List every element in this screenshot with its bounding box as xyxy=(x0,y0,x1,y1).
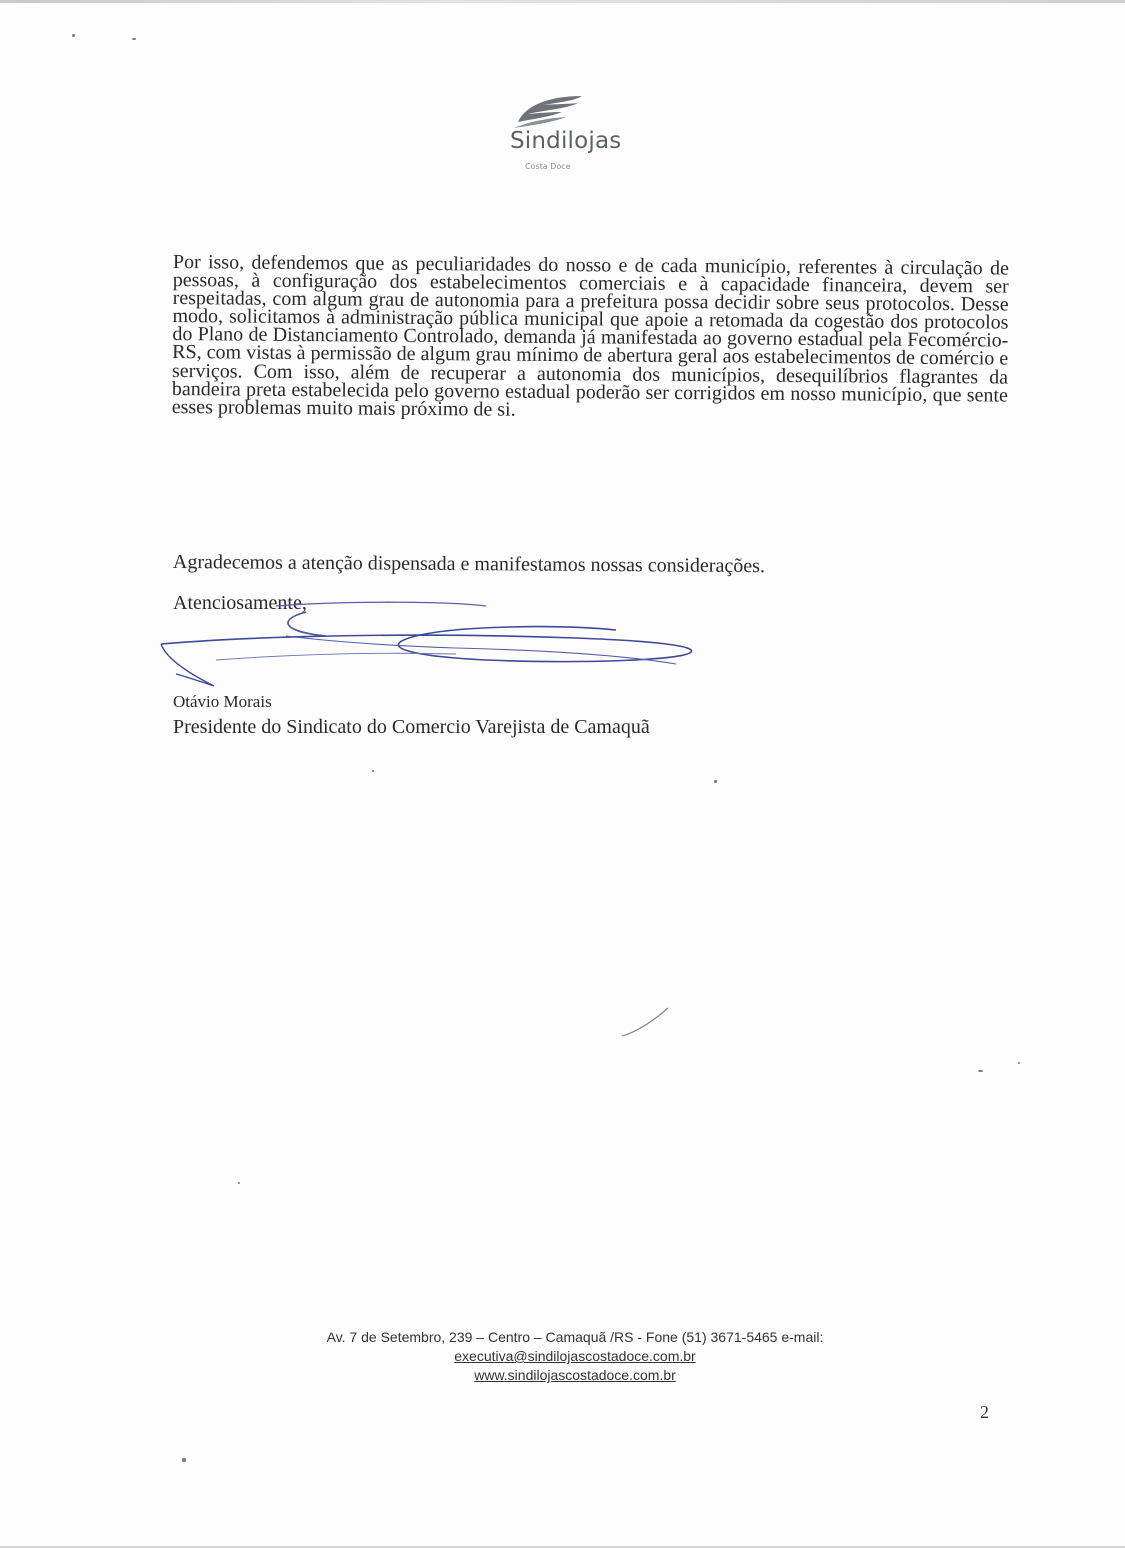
page-number: 2 xyxy=(980,1402,989,1422)
signer-name: Otávio Morais xyxy=(173,692,272,711)
scan-speck xyxy=(1018,1062,1020,1064)
scan-speck xyxy=(238,1182,240,1184)
scan-speck xyxy=(372,770,374,772)
scan-speck xyxy=(978,1070,983,1072)
logo-org-subtitle: Costa Doce xyxy=(525,162,571,171)
letter-body-paragraph: Por isso, defendemos que as peculiaridades do nosso e de cada município, referentes à circulação de pessoas, à configuração dos estabelecimentos comerciais e à capacidade financeira, devem ser respeitadas, com algum grau de autonomia para a prefeitura possa decidir sobre seus protocolos. Desse modo, solicitamos à administração pública municipal que apoie a retomada da cogestão dos protocolos do Plano de Distanciamento Controlado, demanda já manifestada ao governo estadual pela Fecomércio-RS, com vistas à permissão de algum grau mínimo de abertura geral aos estabelecimentos de comércio e serviços. Com isso, além de recuperar a autonomia dos municípios, desequilíbrios flagrantes da bandeira preta estabelecida pelo governo estadual poderão ser corrigidos em nosso município, que sente esses problemas muito mais próximo de si. xyxy=(171,251,1009,421)
footer-website-link[interactable]: www.sindilojascostadoce.com.br xyxy=(474,1367,676,1383)
letter-salutation: Atenciosamente, xyxy=(173,592,307,614)
letter-closing-paragraph: Agradecemos a atenção dispensada e manifestamos nossas considerações. xyxy=(172,551,766,578)
footer-email-link[interactable]: executiva@sindilojascostadoce.com.br xyxy=(454,1348,696,1364)
letterhead-footer xyxy=(230,1328,920,1385)
scan-speck xyxy=(714,780,717,783)
scan-mark xyxy=(618,1004,672,1040)
signer-title: Presidente do Sindicato do Comercio Varejista de Camaquã xyxy=(173,716,650,738)
scan-top-edge xyxy=(0,0,1125,3)
footer-address: Av. 7 de Setembro, 239 – Centro – Camaquã /RS - Fone (51) 3671-5465 e-mail: xyxy=(326,1329,824,1345)
scan-speck xyxy=(72,34,75,37)
logo-org-name: Sindilojas xyxy=(510,128,622,154)
scan-speck xyxy=(182,1458,186,1462)
handwritten-signature xyxy=(156,592,716,702)
scan-speck xyxy=(132,38,136,40)
letterhead-logo xyxy=(498,92,658,182)
